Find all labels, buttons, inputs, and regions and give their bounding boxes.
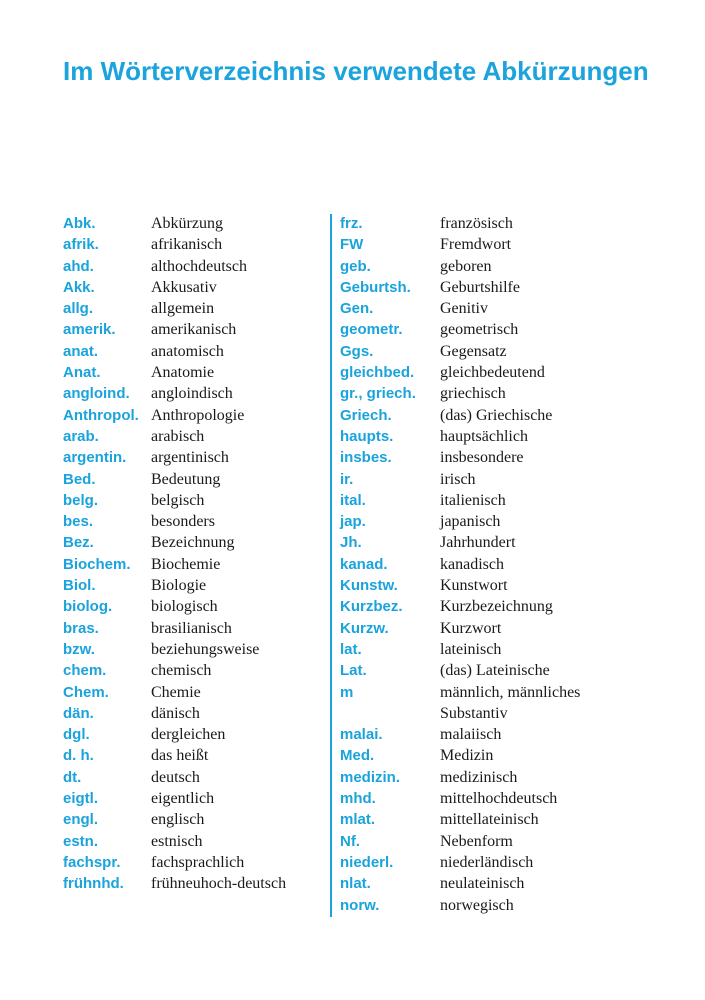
abbreviation-term: Anat. [63,364,101,382]
abbreviation-meaning: beziehungsweise [151,640,260,658]
abbreviation-entry [340,809,605,830]
abbreviation-meaning: griechisch [440,385,506,403]
abbreviation-entry [63,575,321,596]
abbreviation-term: mlat. [340,811,376,829]
abbreviation-term: Nf. [340,832,360,850]
abbreviation-term: chem. [63,662,107,680]
abbreviation-term: Biol. [63,577,96,595]
abbreviation-meaning: (das) Lateinische [440,662,550,680]
abbreviation-entry [340,383,605,404]
abbreviation-entry [63,660,321,681]
abbreviation-term: ital. [340,491,366,509]
abbreviation-entry [63,682,321,703]
abbreviation-meaning: Chemie [151,683,201,701]
abbreviation-term: frz. [340,215,363,232]
abbreviation-term: eigtl. [63,790,99,808]
abbreviation-term: biolog. [63,598,113,616]
abbreviation-term: malai. [340,726,383,744]
abbreviation-entry [63,447,321,468]
abbreviation-term: FW [340,236,364,254]
abbreviation-entry [340,234,605,255]
abbreviation-term: lat. [340,640,362,658]
abbreviation-term: geb. [340,257,371,275]
abbreviation-meaning: Medizin [440,747,494,765]
abbreviation-term: frühnhd. [63,875,124,893]
abbreviation-entry [63,873,321,894]
abbreviation-entry [63,639,321,660]
abbreviation-meaning: allgemein [151,300,215,318]
abbreviation-list-right [340,213,605,916]
abbreviation-meaning: Akkusativ [151,278,217,296]
abbreviation-meaning: neulateinisch [440,875,525,893]
abbreviation-entry [63,362,321,383]
abbreviation-entry [63,596,321,617]
abbreviation-entry [340,788,605,809]
abbreviation-term: geometr. [340,321,403,339]
abbreviation-meaning: geometrisch [440,321,519,339]
abbreviation-meaning: medizinisch [440,768,518,786]
abbreviation-entry [340,469,605,490]
abbreviation-term: Lat. [340,662,367,680]
abbreviation-term: Anthropol. [63,406,139,424]
abbreviation-term: bes. [63,513,94,531]
abbreviation-entry [340,554,605,575]
abbreviation-meaning: irisch [440,470,476,488]
abbreviation-term: Abk. [63,215,96,232]
abbreviation-term: afrik. [63,236,99,254]
abbreviation-meaning: anatomisch [151,342,224,360]
abbreviation-entry [63,511,321,532]
abbreviation-entry [63,383,321,404]
abbreviation-meaning: frühneuhoch-deutsch [151,875,287,893]
abbreviation-term: medizin. [340,768,401,786]
abbreviation-term: dän. [63,704,94,722]
abbreviation-entry [340,213,605,234]
abbreviation-meaning: französisch [440,215,513,232]
page-title: Im Wörterverzeichnis verwendete Abkürzungen [63,56,649,86]
abbreviation-term: m [340,683,354,701]
abbreviation-entry [63,234,321,255]
abbreviation-meaning: chemisch [151,662,212,680]
abbreviation-term: norw. [340,896,380,914]
abbreviation-term: bzw. [63,640,95,658]
abbreviation-meaning: estnisch [151,832,203,850]
abbreviation-entry [340,277,605,298]
abbreviation-entry [63,256,321,277]
abbreviation-term: Chem. [63,683,109,701]
abbreviation-meaning: brasilianisch [151,619,232,637]
abbreviation-term: Kurzbez. [340,598,403,616]
abbreviation-meaning: Anatomie [151,364,215,382]
abbreviation-term: Akk. [63,278,95,296]
abbreviation-entry [63,405,321,426]
abbreviation-term: ir. [340,470,354,488]
abbreviation-entry [340,341,605,362]
abbreviation-term: angloind. [63,385,130,403]
abbreviation-meaning: dergleichen [151,726,226,744]
abbreviation-meaning: japanisch [440,513,501,531]
abbreviation-meaning: gleichbedeutend [440,364,545,382]
abbreviation-list-left [63,213,321,895]
abbreviation-meaning: das heißt [151,747,209,765]
abbreviation-term: Geburtsh. [340,278,411,296]
abbreviation-meaning: Bezeichnung [151,534,235,552]
abbreviation-meaning: besonders [151,513,215,531]
abbreviation-entry [340,447,605,468]
abbreviation-term: Kunstw. [340,577,398,595]
abbreviation-entry [340,873,605,894]
abbreviation-term: Ggs. [340,342,374,360]
abbreviation-meaning: althochdeutsch [151,257,247,275]
abbreviation-entry [63,426,321,447]
abbreviation-term: Biochem. [63,555,131,573]
abbreviation-meaning: afrikanisch [151,236,223,254]
abbreviation-entry [340,767,605,788]
abbreviation-term: fachspr. [63,853,121,871]
abbreviation-entry [340,852,605,873]
abbreviation-term: belg. [63,491,99,509]
abbreviation-term: Jh. [340,534,362,552]
abbreviation-term: anat. [63,342,99,360]
abbreviation-meaning: lateinisch [440,640,502,658]
abbreviation-entry [340,490,605,511]
abbreviation-term: ahd. [63,257,94,275]
abbreviation-term: argentin. [63,449,127,467]
abbreviation-entry [340,660,605,681]
abbreviation-term: Gen. [340,300,374,318]
abbreviation-term: kanad. [340,555,388,573]
abbreviation-term: gr., griech. [340,385,416,403]
abbreviation-term: amerik. [63,321,116,339]
abbreviation-term: dt. [63,768,82,786]
abbreviation-term: Griech. [340,406,392,424]
abbreviation-meaning: mittelhochdeutsch [440,790,558,808]
abbreviation-entry [63,213,321,234]
abbreviation-meaning: arabisch [151,427,205,445]
abbreviation-term: engl. [63,811,99,829]
abbreviation-term: insbes. [340,449,392,467]
abbreviation-term: Bed. [63,470,96,488]
abbreviation-meaning: Genitiv [440,300,488,318]
abbreviation-meaning: kanadisch [440,555,504,573]
abbreviation-entry [340,511,605,532]
abbreviation-entry [63,703,321,724]
abbreviation-meaning: norwegisch [440,896,514,914]
abbreviation-entry [63,319,321,340]
abbreviation-entry [340,575,605,596]
abbreviation-entry [63,724,321,745]
abbreviation-meaning: Geburtshilfe [440,278,520,296]
abbreviation-entry [340,745,605,766]
abbreviation-entry [340,256,605,277]
abbreviation-term: haupts. [340,427,394,445]
abbreviation-entry [63,767,321,788]
abbreviation-entry [63,809,321,830]
abbreviation-meaning: männlich, männliches Substantiv [440,683,581,722]
abbreviation-entry [340,639,605,660]
abbreviation-meaning: deutsch [151,768,200,786]
abbreviation-meaning: amerikanisch [151,321,237,339]
abbreviation-term: Med. [340,747,375,765]
abbreviation-meaning: Bedeutung [151,470,221,488]
abbreviation-meaning: Kurzbezeichnung [440,598,553,616]
abbreviation-meaning: Anthropologie [151,406,245,424]
abbreviation-term: bras. [63,619,99,637]
abbreviation-entry [340,831,605,852]
abbreviation-meaning: fachsprachlich [151,853,245,871]
abbreviation-meaning: belgisch [151,491,205,509]
abbreviation-entry [340,532,605,553]
abbreviation-term: mhd. [340,790,376,808]
abbreviation-entry [340,362,605,383]
abbreviation-meaning: hauptsächlich [440,427,528,445]
abbreviation-term: niederl. [340,853,394,871]
abbreviation-entry [63,852,321,873]
abbreviation-meaning: Nebenform [440,832,513,850]
abbreviation-entry [340,405,605,426]
abbreviation-term: jap. [340,513,366,531]
abbreviation-entry [63,788,321,809]
abbreviation-entry [340,618,605,639]
abbreviation-meaning: angloindisch [151,385,233,403]
abbreviation-term: arab. [63,427,99,445]
abbreviation-meaning: Fremdwort [440,236,512,254]
abbreviation-entry [63,469,321,490]
abbreviation-entry [340,895,605,916]
abbreviation-entry [63,532,321,553]
abbreviation-meaning: Biologie [151,577,207,595]
abbreviation-meaning: dänisch [151,704,200,722]
abbreviation-meaning: argentinisch [151,449,229,467]
abbreviation-term: allg. [63,300,94,318]
abbreviation-meaning: Kurzwort [440,619,502,637]
abbreviation-entry [63,554,321,575]
abbreviation-entry [63,298,321,319]
abbreviation-meaning: (das) Griechische [440,406,553,424]
abbreviation-term: estn. [63,832,99,850]
abbreviation-entry [63,745,321,766]
abbreviation-meaning: italienisch [440,491,506,509]
abbreviation-term: Bez. [63,534,94,552]
abbreviation-meaning: Gegensatz [440,342,507,360]
abbreviation-term: nlat. [340,875,371,893]
abbreviation-meaning: insbesondere [440,449,524,467]
abbreviation-entry [340,298,605,319]
abbreviation-entry [63,618,321,639]
abbreviation-meaning: mittellateinisch [440,811,539,829]
abbreviation-entry [340,426,605,447]
abbreviation-meaning: niederländisch [440,853,534,871]
abbreviation-term: gleichbed. [340,364,415,382]
abbreviation-term: d. h. [63,747,94,765]
column-divider [330,214,332,917]
abbreviation-entry [340,724,605,745]
abbreviation-entry [340,596,605,617]
abbreviation-meaning: geboren [440,257,492,275]
abbreviation-term: dgl. [63,726,90,744]
abbreviation-entry [63,277,321,298]
abbreviation-meaning: eigentlich [151,790,215,808]
abbreviation-entry [63,831,321,852]
abbreviation-meaning: Biochemie [151,555,221,573]
abbreviation-entry [63,341,321,362]
abbreviation-entry [340,319,605,340]
abbreviation-meaning: biologisch [151,598,218,616]
abbreviation-meaning: Abkürzung [151,215,223,232]
abbreviation-term: Kurzw. [340,619,389,637]
abbreviation-entry [340,682,605,725]
abbreviation-meaning: malaiisch [440,726,502,744]
abbreviation-entry [63,490,321,511]
abbreviation-meaning: Kunstwort [440,577,508,595]
abbreviation-meaning: englisch [151,811,205,829]
abbreviation-meaning: Jahrhundert [440,534,516,552]
